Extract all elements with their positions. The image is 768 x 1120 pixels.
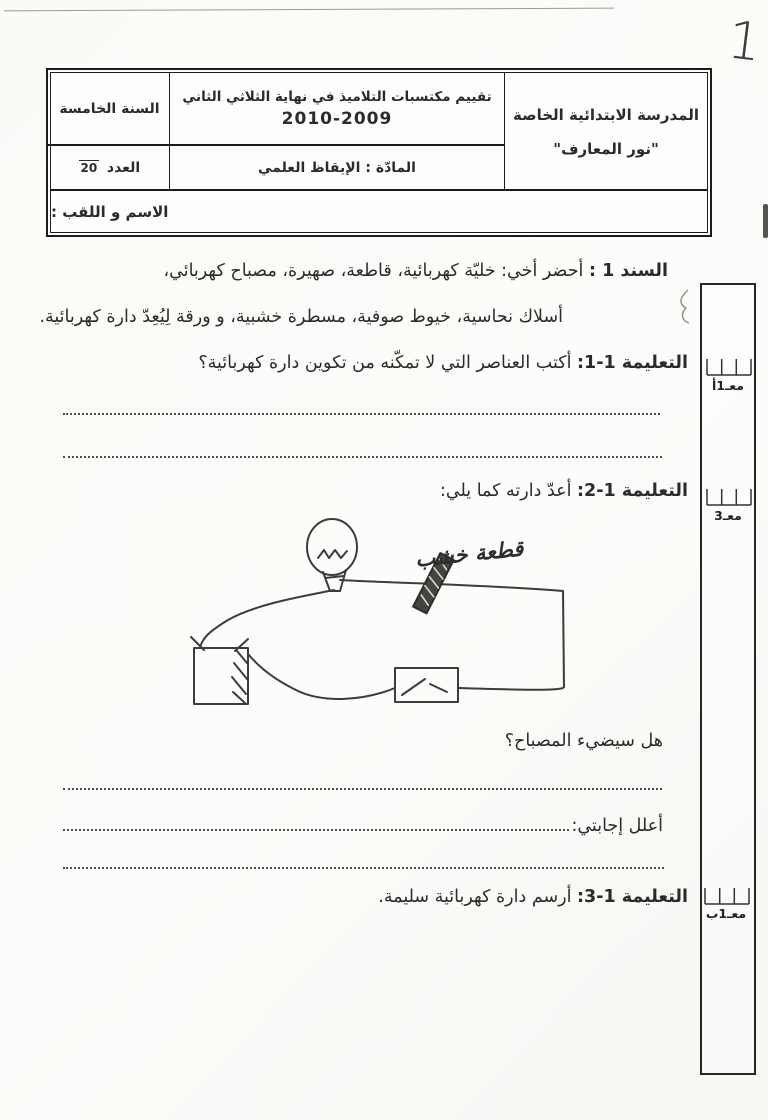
grading-comb-1	[706, 355, 752, 377]
answer-dots-line-2	[63, 456, 662, 458]
scan-top-edge-line	[4, 8, 614, 12]
answer-dots-line-4	[63, 867, 664, 869]
answer-dots-line-1	[63, 413, 660, 415]
header-table	[46, 68, 712, 237]
school-name-cell	[505, 73, 707, 190]
instruction-2-label: التعليمة 1-2:	[577, 481, 688, 501]
battery-drawing	[191, 637, 248, 704]
grading-comb-2	[706, 485, 752, 507]
justify-dots	[63, 829, 569, 831]
instruction-3-line	[378, 884, 688, 910]
scan-edge-artifact	[763, 204, 768, 238]
justify-label: أعلل إجابتي:	[571, 816, 663, 836]
header-table-inner	[50, 72, 708, 233]
exam-title: تقييم مكتسبات التلاميذ في نهاية الثلاثي الثاني	[182, 89, 492, 105]
subject-label: المادّة : الإيقاظ العلمي	[258, 159, 416, 176]
wire-left	[200, 590, 334, 648]
school-name: المدرسة الابتدائية الخاصة	[513, 105, 699, 124]
score-max: 20	[80, 160, 98, 175]
name-label: الاسم و اللقب :	[51, 202, 169, 221]
scan-squiggle-artifact	[676, 288, 692, 326]
score-cell	[50, 145, 169, 190]
criterion-label-1: معـ1أ	[711, 378, 745, 393]
instruction-1-text: أكتب العناصر التي لا تمكّنه من تكوين دارة كهربائية؟	[198, 353, 578, 373]
grade-cell	[50, 73, 169, 145]
question-text: هل سيضيء المصباح؟	[504, 731, 663, 751]
circuit-diagram	[158, 498, 578, 713]
grade-label: السنة الخامسة	[59, 101, 160, 117]
support-line-2	[39, 304, 563, 330]
support-text-1: أحضر أخي: خليّة كهربائية، قاطعة، صهيرة، مصباح كهربائي،	[163, 261, 584, 281]
subject-cell	[170, 145, 504, 190]
score-fraction	[79, 160, 99, 175]
support-label: السند 1 :	[588, 261, 668, 281]
support-line-1	[163, 258, 668, 284]
exam-title-cell	[170, 73, 504, 145]
score-label: العدد	[106, 159, 141, 176]
grading-comb-3	[704, 884, 750, 906]
name-row	[51, 190, 707, 233]
instruction-1-line	[198, 350, 688, 376]
justify-line	[63, 816, 663, 836]
wire-right	[340, 580, 564, 690]
question-line	[505, 728, 663, 754]
criterion-label-2: معـ3	[714, 508, 742, 523]
school-subname: "نور المعارف"	[553, 139, 659, 158]
support-text-2: أسلاك نحاسية، خيوط صوفية، مسطرة خشبية، و ورقة لِيُعِدّ دارة كهربائية.	[39, 307, 563, 327]
instruction-2-text: أعدّ دارته كما يلي:	[440, 481, 578, 501]
school-year: 2010-2009	[281, 109, 393, 129]
wood-piece-label: قطعة خشب	[414, 536, 525, 572]
criterion-label-3: معـ1ب	[705, 906, 747, 921]
answer-dots-line-3	[63, 788, 662, 790]
grading-margin-strip	[700, 283, 756, 1075]
instruction-1-label: التعليمة 1-1:	[577, 353, 688, 373]
wire-bottom	[249, 655, 395, 699]
instruction-3-text: أرسم دارة كهربائية سليمة.	[378, 887, 578, 907]
switch-drawing	[395, 668, 458, 702]
instruction-3-label: التعليمة 1-3:	[577, 887, 688, 907]
handwritten-page-number: 1	[724, 10, 765, 74]
